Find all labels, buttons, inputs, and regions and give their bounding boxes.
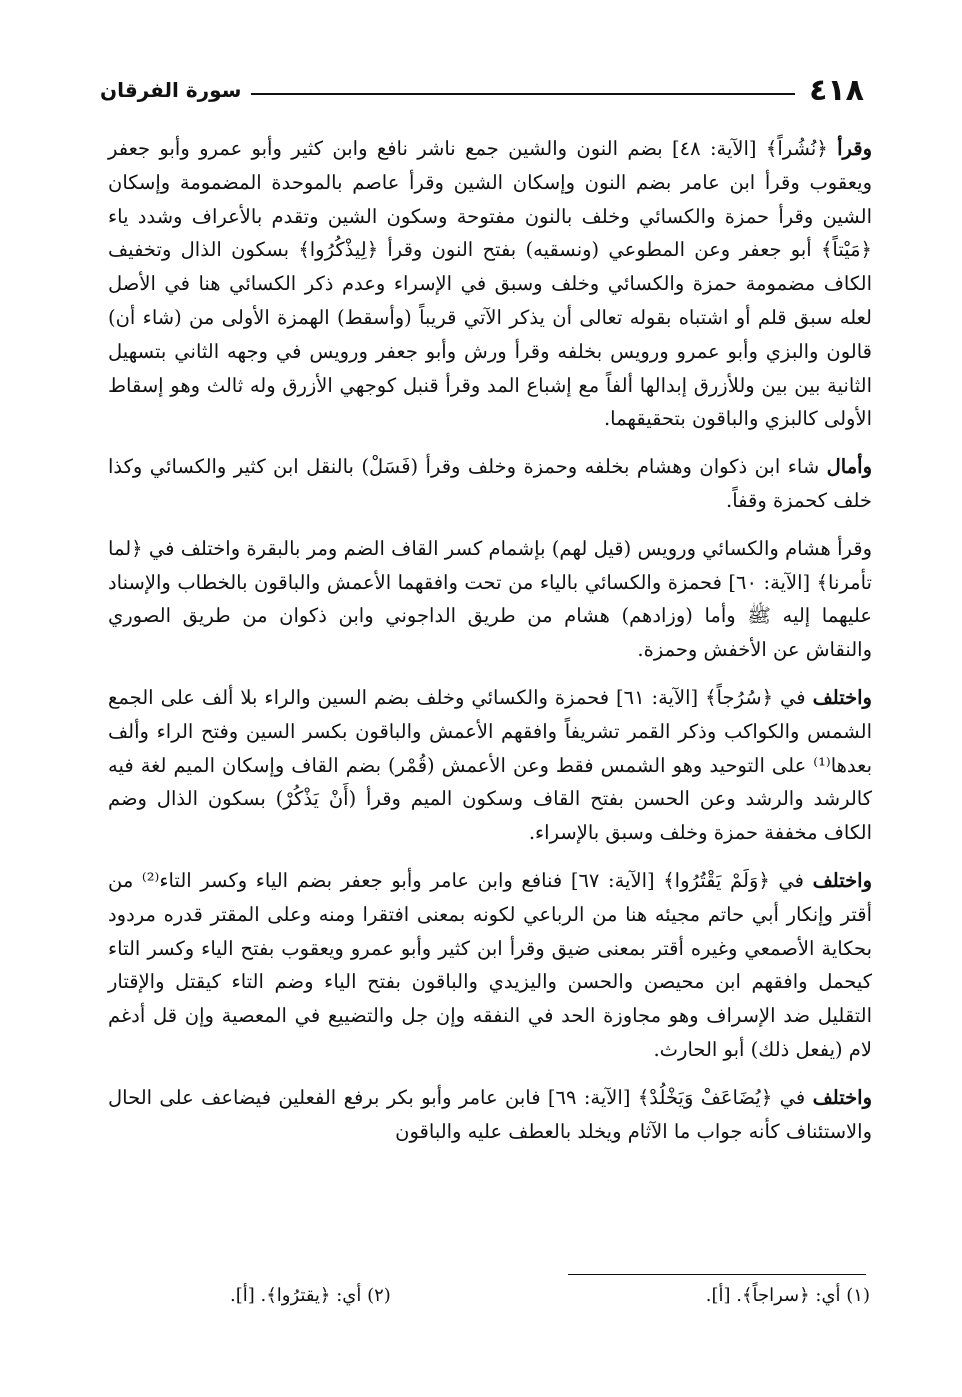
paragraph — [108, 681, 872, 850]
paragraph — [108, 532, 872, 667]
paragraph-text: في ﴿وَلَمْ يَقْتُرُوا﴾ [الآية: ٦٧] فنافع وابن عامر وأبو جعفر بضم الياء وكسر التاء⁽²⁾ من أقتر وإنكار أبي حاتم مجيئه هنا من الرباعي لكونه بمعنى افتقرا ومنه وعلى المقتر قدره مردود بحكاية الأصمعي وغيره أقتر بمعنى ضيق وقرأ ابن كثير وأبو عمرو ويعقوب بفتح الياء وكسر التاء كيحمل وافقهم ابن محيصن والحسن واليزيدي والباقون بفتح الياء وضم التاء كيقتل والإقتار التقليل ضد الإسراف وهو مجاوزة الحد في النفقه وإن جل والتضييع في المعصية وإن قل أدغم لام (يفعل ذلك) أبو الحارث. — [108, 868, 872, 1061]
paragraph — [108, 1081, 872, 1149]
header-rule — [251, 93, 795, 95]
paragraph-text: شاء ابن ذكوان وهشام بخلفه وحمزة وخلف وقرأ (فَسَلْ) بالنقل ابن كثير والكسائي وكذا خلف كحمزة وقفاً. — [108, 455, 872, 512]
footnote-1: (١) أي: ﴿سراجاً﴾. [أ]. — [705, 1285, 870, 1306]
paragraph-text: ﴿نُشُراً﴾ [الآية: ٤٨] بضم النون والشين جمع ناشر نافع وابن كثير وأبو عمرو وأبو جعفر ويعقوب وقرأ ابن عامر بضم النون وإسكان الشين وقرأ عاصم بالموحدة المضمومة وإسكان الشين وقرأ حمزة والكسائي وخلف بالنون مفتوحة وسكون الشين وتقدم بالأعراف وشدد ياء ﴿مَيْتاً﴾ أبو جعفر وعن المطوعي (ونسقيه) بفتح النون وقرأ ﴿لِيذْكُرُوا﴾ بسكون الذال وتخفيف الكاف مضمومة حمزة والكسائي وخلف وسبق في الإسراء وعدم ذكر الكسائي هنا في الأصل لعله سبق قلم أو اشتباه بقوله تعالى أن يذكر الآتي قريباً (وأسقط) الهمزة الأولى من (شاء أن) قالون والبزي وأبو عمرو ورويس بخلفه وقرأ ورش وأبو جعفر ورويس في وجهه الثاني بتسهيل الثانية بين بين وللأزرق إبدالها ألفاً مع إشباع المد وقرأ قنبل كوجهي الأزرق وله ثالث وهو إسقاط الأولى كالبزي والباقون بتحقيقهما. — [108, 137, 872, 431]
footnote-2: (٢) أي: ﴿يقترُوا﴾. [أ]. — [230, 1285, 391, 1306]
running-title: سورة الفرقان — [100, 78, 242, 102]
paragraph-text: في ﴿سُرُجاً﴾ [الآية: ٦١] فحمزة والكسائي وخلف بضم السين والراء بلا ألف على الجمع الشمس والكواكب وذكر القمر تشريفاً وافقهم الأعمش والباقون بكسر السين وفتح الراء وألف بعدها⁽¹⁾ على التوحيد وهو الشمس فقط وعن الأعمش (قُمْر) بضم القاف وإسكان الميم لغة فيه كالرشد والرشد وعن الحسن بفتح القاف وسكون الميم وقرأ (أَنْ يَذْكُرْ) بسكون الذال وضم الكاف مخففة حمزة وخلف وسبق بالإسراء. — [108, 685, 872, 845]
paragraph-lead: واختلف — [812, 1085, 872, 1109]
paragraph-lead: واختلف — [812, 685, 872, 709]
paragraph — [108, 132, 872, 436]
page-header — [100, 70, 864, 110]
page-number: ٤١٨ — [809, 72, 864, 108]
paragraph-text: وقرأ هشام والكسائي ورويس (قيل لهم) بإشمام كسر القاف الضم ومر بالبقرة واختلف في ﴿لما تأمرنا﴾ [الآية: ٦٠] فحمزة والكسائي بالياء من تحت وافقهما الأعمش والباقون بالخطاب والإسناد عليهما إليه ﷺ وأما (وزادهم) هشام من طريق الداجوني وابن ذكوان من طريق الصوري والنقاش عن الأخفش وحمزة. — [108, 536, 872, 662]
paragraph — [108, 450, 872, 518]
paragraph-text: في ﴿يُضَاعَفْ وَيَخْلُدْ﴾ [الآية: ٦٩] فابن عامر وأبو بكر برفع الفعلين فيضاعف على الحال والاستئناف كأنه جواب ما الآثام ويخلد بالعطف عليه والباقون — [108, 1085, 872, 1143]
paragraph-lead: وأمال — [826, 455, 872, 479]
paragraph-lead: وقرأ — [837, 137, 873, 160]
paragraph-lead: واختلف — [812, 868, 873, 892]
main-text — [108, 132, 872, 1162]
footnotes — [230, 1285, 870, 1306]
footnote-rule — [568, 1274, 866, 1275]
paragraph — [108, 864, 872, 1067]
